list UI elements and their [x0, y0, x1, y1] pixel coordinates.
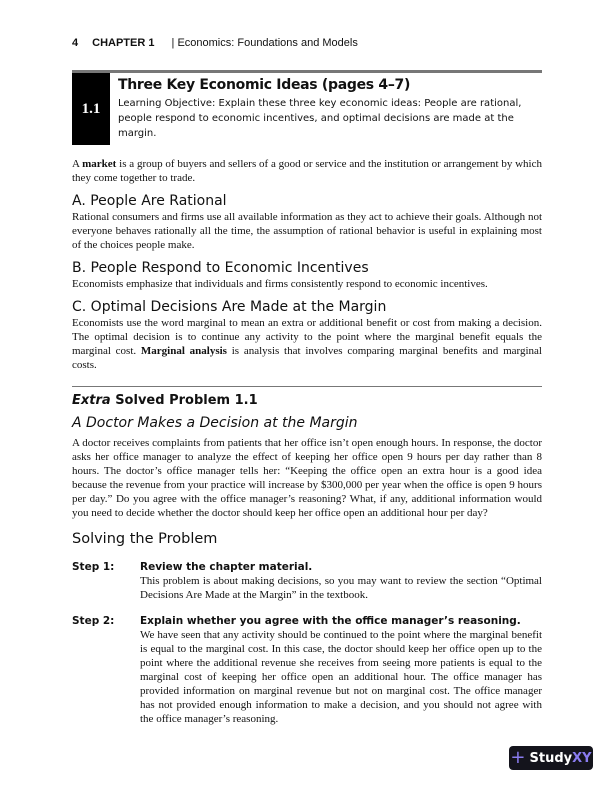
section-body-a: Rational consumers and firms use all available information as they act to achieve their goals. Although not everyone behaves rationally all the time, the assumption of rational behavior is useful in explaining most of the choices people make. [72, 211, 542, 251]
chapter-title: Economics: Foundations and Models [177, 37, 358, 49]
objective-number: 1.1 [72, 73, 110, 145]
section-heading-b: B. People Respond to Economic Incentives [72, 260, 369, 276]
step-2-label: Step 2: [72, 615, 115, 627]
text: Economists use the word marginal to mean an extra or additional benefit or cost from making a decision. The optimal decision is to continue any activity to the point where the marginal benefit equals the marginal cost. [72, 317, 542, 357]
step-1-content [140, 560, 542, 602]
step-2-content [140, 614, 542, 726]
problem-title: A Doctor Makes a Decision at the Margin [72, 415, 358, 431]
term-market: market [82, 158, 117, 170]
text: is analysis that involves comparing marginal benefits and marginal costs. [72, 345, 542, 371]
term-marginal-analysis: Marginal analysis [140, 345, 227, 357]
solved-problem-label [72, 393, 542, 409]
problem-number: Solved Problem 1.1 [110, 393, 258, 408]
chapter-label: CHAPTER 1 [92, 37, 155, 49]
section-heading-a: A. People Are Rational [72, 193, 227, 209]
page-content [72, 36, 542, 726]
section-heading-c: C. Optimal Decisions Are Made at the Margin [72, 299, 387, 315]
objective-text: Learning Objective: Explain these three key economic ideas: People are rational, people respond to economic incentives, and optimal decisions are made at the margin. [118, 98, 522, 139]
step-2 [72, 614, 542, 726]
plus-icon: + [510, 747, 526, 768]
market-definition [72, 157, 542, 185]
running-header [72, 36, 542, 50]
page-number: 4 [72, 37, 79, 49]
header-separator: | [171, 37, 175, 49]
section-body-b: Economists emphasize that individuals and firms consistently respond to economic incentives. [72, 278, 488, 290]
problem-body: A doctor receives complaints from patients that her office isn’t open enough hours. In response, the doctor asks her office manager to analyze the effect of keeping her office open 9 hours per day rather than 8 hours. The doctor’s office manager tells her: “Keeping the office open an extra hour is a good idea because the revenue from your practice will increase by $300,000 per year when the office is open 9 hours per day.” Do you agree with the office manager’s reasoning? What, if any, additional information would you need to decide whether the doctor should keep her office open an additional hour per day? [72, 437, 542, 519]
objective-content [110, 73, 542, 145]
step-1-title: Review the chapter material. [140, 561, 313, 573]
brand-accent: XY [572, 750, 592, 766]
text: A [72, 158, 83, 170]
brand-text: Study [529, 750, 573, 766]
studyxy-watermark [509, 746, 593, 770]
extra-label: Extra [72, 393, 111, 408]
step-1-label: Step 1: [72, 561, 115, 573]
text: is a group of buyers and sellers of a good or service and the institution or arrangement by which they come together to trade. [72, 158, 542, 184]
step-1 [72, 560, 542, 602]
divider [72, 386, 542, 387]
solving-heading: Solving the Problem [72, 531, 218, 547]
step-2-body: We have seen that any activity should be continued to the point where the marginal benefit is equal to the marginal cost. In this case, the doctor should keep her office open up to the point where the additional revenue she receives from seeing more patients is equal to the marginal cost of keeping her office open an additional hour. The office manager has provided information on marginal revenue but not on marginal cost. The office manager has not provided enough information to make a decision, and you should not agree with the office manager’s reasoning. [140, 629, 542, 725]
section-body-c [72, 316, 542, 372]
objective-title: Three Key Economic Ideas (pages 4–7) [118, 77, 411, 93]
step-1-body: This problem is about making decisions, so you may want to review the section “Optimal Decisions Are Made at the Margin” in the textbook. [140, 575, 542, 601]
learning-objective-box [72, 70, 542, 145]
step-2-title: Explain whether you agree with the office manager’s reasoning. [140, 615, 521, 627]
